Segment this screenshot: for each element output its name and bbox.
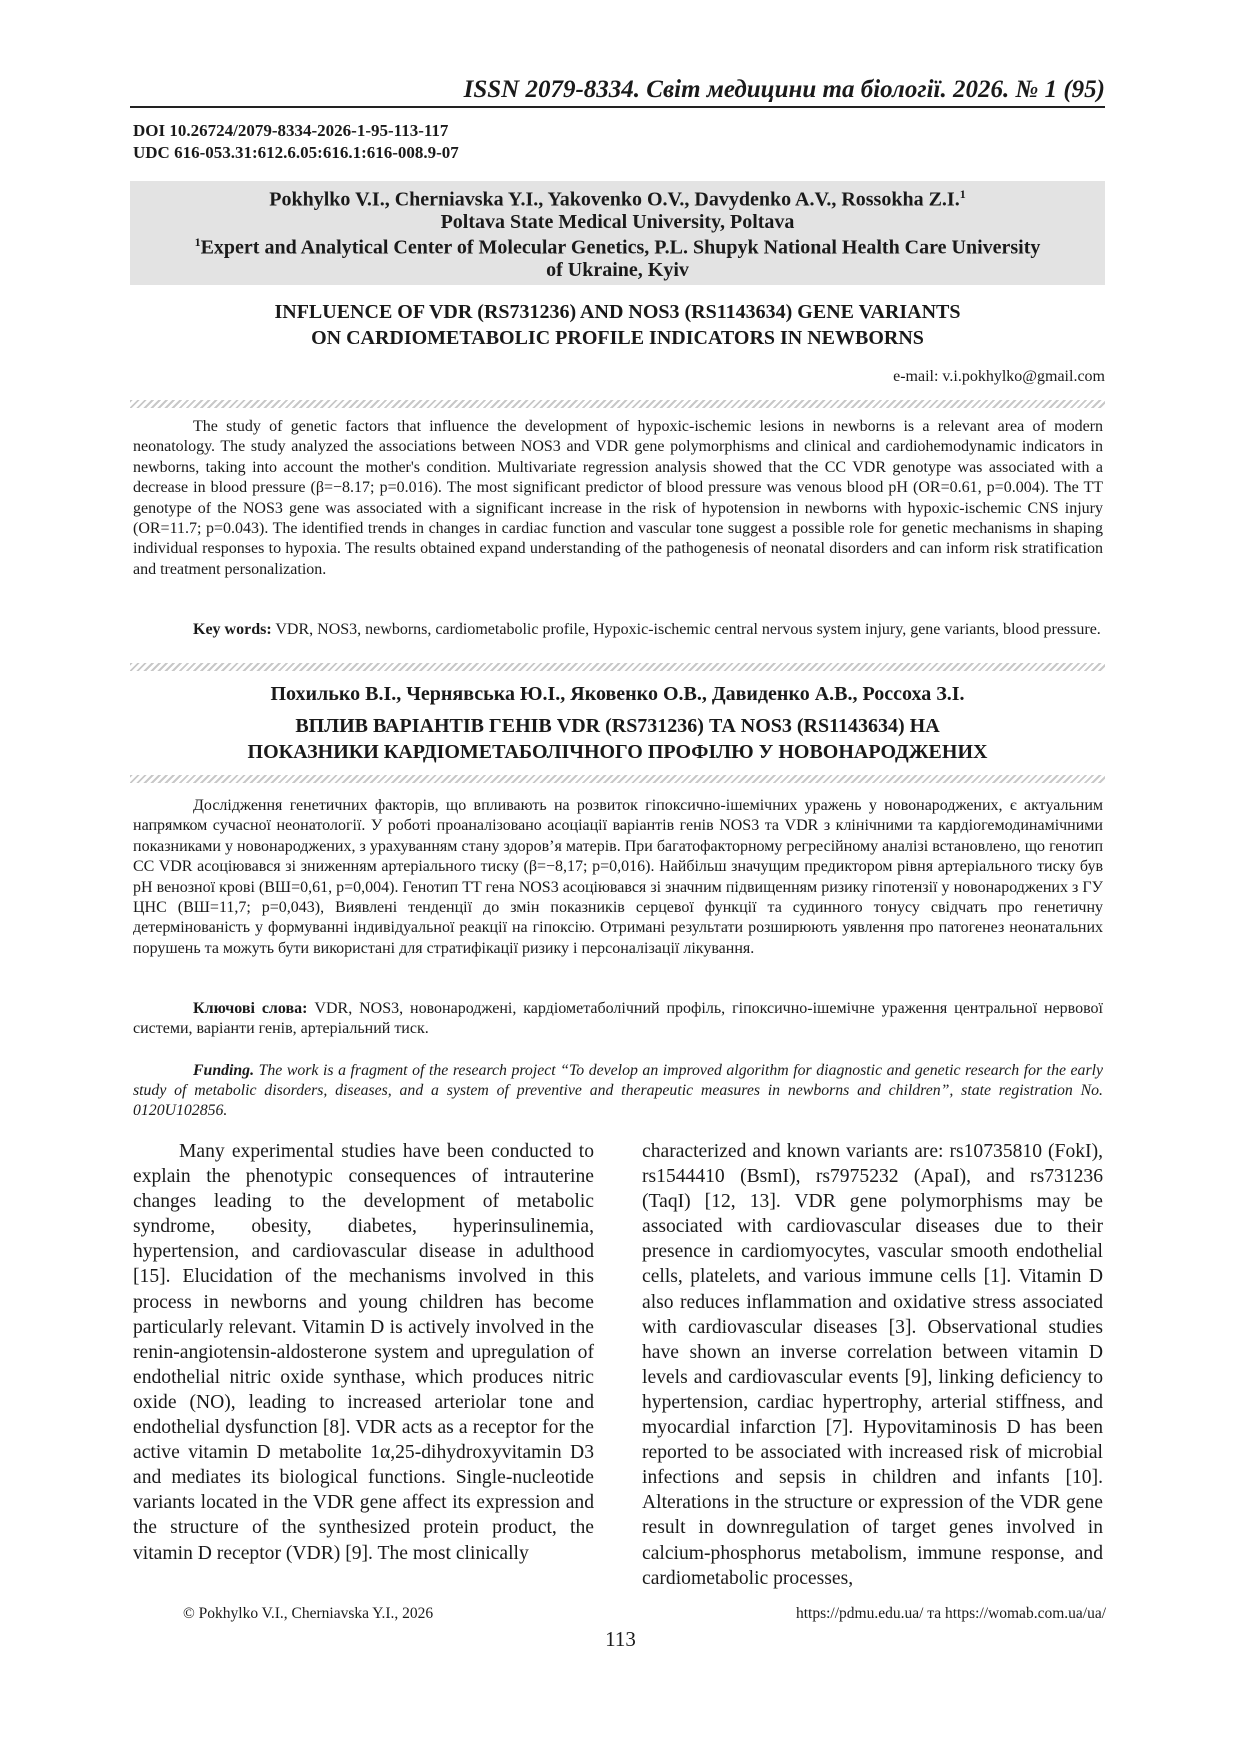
title-en-line-1: INFLUENCE OF VDR (RS731236) AND NOS3 (RS1143634) GENE VARIANTS — [274, 301, 961, 323]
keywords-en: Key words: VDR, NOS3, newborns, cardiometabolic profile, Hypoxic-ischemic central nervous system injury, gene variants, blood pressure. — [193, 621, 1101, 638]
copyright: © Pokhylko V.I., Cherniavska Y.I., 2026 — [183, 1605, 434, 1622]
udc: UDC 616-053.31:612.6.05:616.1:616-008.9-07 — [133, 143, 459, 162]
authors-en: Pokhylko V.I., Cherniavska Y.I., Yakovenko O.V., Davydenko A.V., Rossokha Z.I.$^1$ — [269, 187, 966, 211]
affiliation-box — [130, 181, 1105, 285]
divider — [130, 400, 1105, 408]
body-column-right: characterized and known variants are: rs10735810 (FokI), rs1544410 (BsmI), rs7975232 (ApaI), and rs731236 (TaqI) [12, 13]. VDR gene polymorphisms may be associated with cardiovascular diseases due to their presence in cardiomyocytes, vascular smooth endothelial cells, platelets, and various immune cells [1]. Vitamin D also reduces inflammation and oxidative stress associated with cardiovascular diseases [3]. Observational studies have shown an inverse correlation between vitamin D levels and cardiovascular events [9], linking deficiency to hypertension, cardiac hypertrophy, arterial stiffness, and myocardial infarction [7]. Hypovitaminosis D has been reported to be associated with increased risk of microbial infections and sepsis in children and infants [10]. Alterations in the structure or expression of the VDR gene result in downregulation of target genes involved in calcium-phosphorus metabolism, immune response, and cardiometabolic processes, — [642, 1141, 1103, 1589]
institution-2-cont: of Ukraine, Kyiv — [546, 259, 689, 281]
journal-header: ISSN 2079-8334. Світ медицини та біології. 2026. № 1 (95) — [463, 76, 1105, 103]
body-column-left: Many experimental studies have been conducted to explain the phenotypic consequences of intrauterine changes leading to the development of metabolic syndrome, obesity, diabetes, hyperinsulinemia, hypertension, and cardiovascular disease in adulthood [15]. Elucidation of the mechanisms involved in this process in newborns and young children has become particularly relevant. Vitamin D is actively involved in the renin-angiotensin-aldosterone system and upregulation of endothelial nitric oxide synthase, which produces nitric oxide (NO), leading to increased arteriolar tone and endothelial dysfunction [8]. VDR acts as a receptor for the active vitamin D metabolite 1α,25-dihydroxyvitamin D3 and mediates its biological functions. Single-nucleotide variants located in the VDR gene affect its expression and the structure of the synthesized protein product, the vitamin D receptor (VDR) [9]. The most clinically — [133, 1141, 594, 1564]
header-rule — [130, 106, 1105, 108]
funding-note: Funding. The work is a fragment of the research project “To develop an improved algorithm for diagnostic and genetic research for the early study of metabolic disorders, diseases, and a system of preventive and therapeutic measures in newborns and children”, state registration No. 0120U102856. — [133, 1062, 1103, 1119]
keywords-ua: Ключові слова: VDR, NOS3, новонароджені, кардіометаболічний профіль, гіпоксично-ішемічне ураження центральної нервової системи, варіанти генів, артеріальний тиск. — [133, 1000, 1104, 1038]
abstract-ua: Дослідження генетичних факторів, що впливають на розвиток гіпоксично-ішемічних уражень у новонароджених, є актуальним напрямком сучасної неонатології. У роботі проаналізовано асоціації варіантів генів NOS3 та VDR з клінічними та кардіогемодинамічними показниками у новонароджених, з урахуванням стану здоров’я матерів. При багатофакторному регресійному аналізі встановлено, що генотип CC VDR асоціювався зі зниженням артеріального тиску (β=−8,17; p=0,016). Найбільш значущим предиктором рівня артеріального тиску був pH венозної крові (ВШ=0,61, p=0,004). Генотип TT гена NOS3 асоціювався зі значним підвищенням ризику гіпотензії у новонароджених з ГУ ЦНС (ВШ=11,7; p=0,043), Виявлені тенденції до змін показників серцевої функції та судинного тонусу свідчать про генетичну детермінованість у формуванні індивідуальної реакції на гіпоксію. Отримані результати розширюють уявлення про патогенез неонатальних порушень та можуть бути використані для стратифікації ризику і персоналізації лікування. — [133, 797, 1103, 957]
institution-2: $^1$Expert and Analytical Center of Molecular Genetics, P.L. Shupyk National Health Care University — [194, 235, 1041, 259]
abstract-en: The study of genetic factors that influence the development of hypoxic-ischemic lesions in newborns is a relevant area of modern neonatology. The study analyzed the associations between NOS3 and VDR gene polymorphisms and clinical and cardiohemodynamic indicators in newborns, taking into account the mother's condition. Multivariate regression analysis showed that the CC VDR genotype was associated with a decrease in blood pressure (β=−8.17; p=0.016). The most significant predictor of blood pressure was venous blood pH (OR=0.61, p=0.004). The TT genotype of the NOS3 gene was associated with a significant increase in the risk of hypotension in newborns with hypoxic-ischemic CNS injury (OR=11.7; p=0.043). The identified trends in changes in cardiac function and vascular tone suggest a possible role for genetic mechanisms in shaping individual responses to hypoxia. The results obtained expand understanding of the pathogenesis of neonatal disorders and can inform risk stratification and treatment personalization. — [133, 418, 1103, 578]
divider — [130, 775, 1105, 783]
title-en-line-2: ON CARDIOMETABOLIC PROFILE INDICATORS IN NEWBORNS — [311, 327, 924, 349]
title-ua-line-2: ПОКАЗНИКИ КАРДІОМЕТАБОЛІЧНОГО ПРОФІЛЮ У НОВОНАРОДЖЕНИХ — [247, 741, 988, 763]
doi[interactable]: DOI 10.26724/2079-8334-2026-1-95-113-117 — [133, 121, 449, 140]
email[interactable]: e-mail: v.i.pokhylko@gmail.com — [893, 368, 1105, 385]
divider — [130, 663, 1105, 671]
institution-1: Poltava State Medical University, Poltava — [440, 211, 795, 233]
title-ua-line-1: ВПЛИВ ВАРІАНТІВ ГЕНІВ VDR (RS731236) ТА NOS3 (RS1143634) НА — [295, 715, 940, 737]
authors-ua: Похилько В.І., Чернявська Ю.І., Яковенко О.В., Давиденко А.В., Россоха З.І. — [270, 683, 965, 705]
footer-urls[interactable]: https://pdmu.edu.ua/ та https://womab.com.ua/ua/ — [795, 1605, 1106, 1622]
page-number: 113 — [605, 1627, 636, 1651]
